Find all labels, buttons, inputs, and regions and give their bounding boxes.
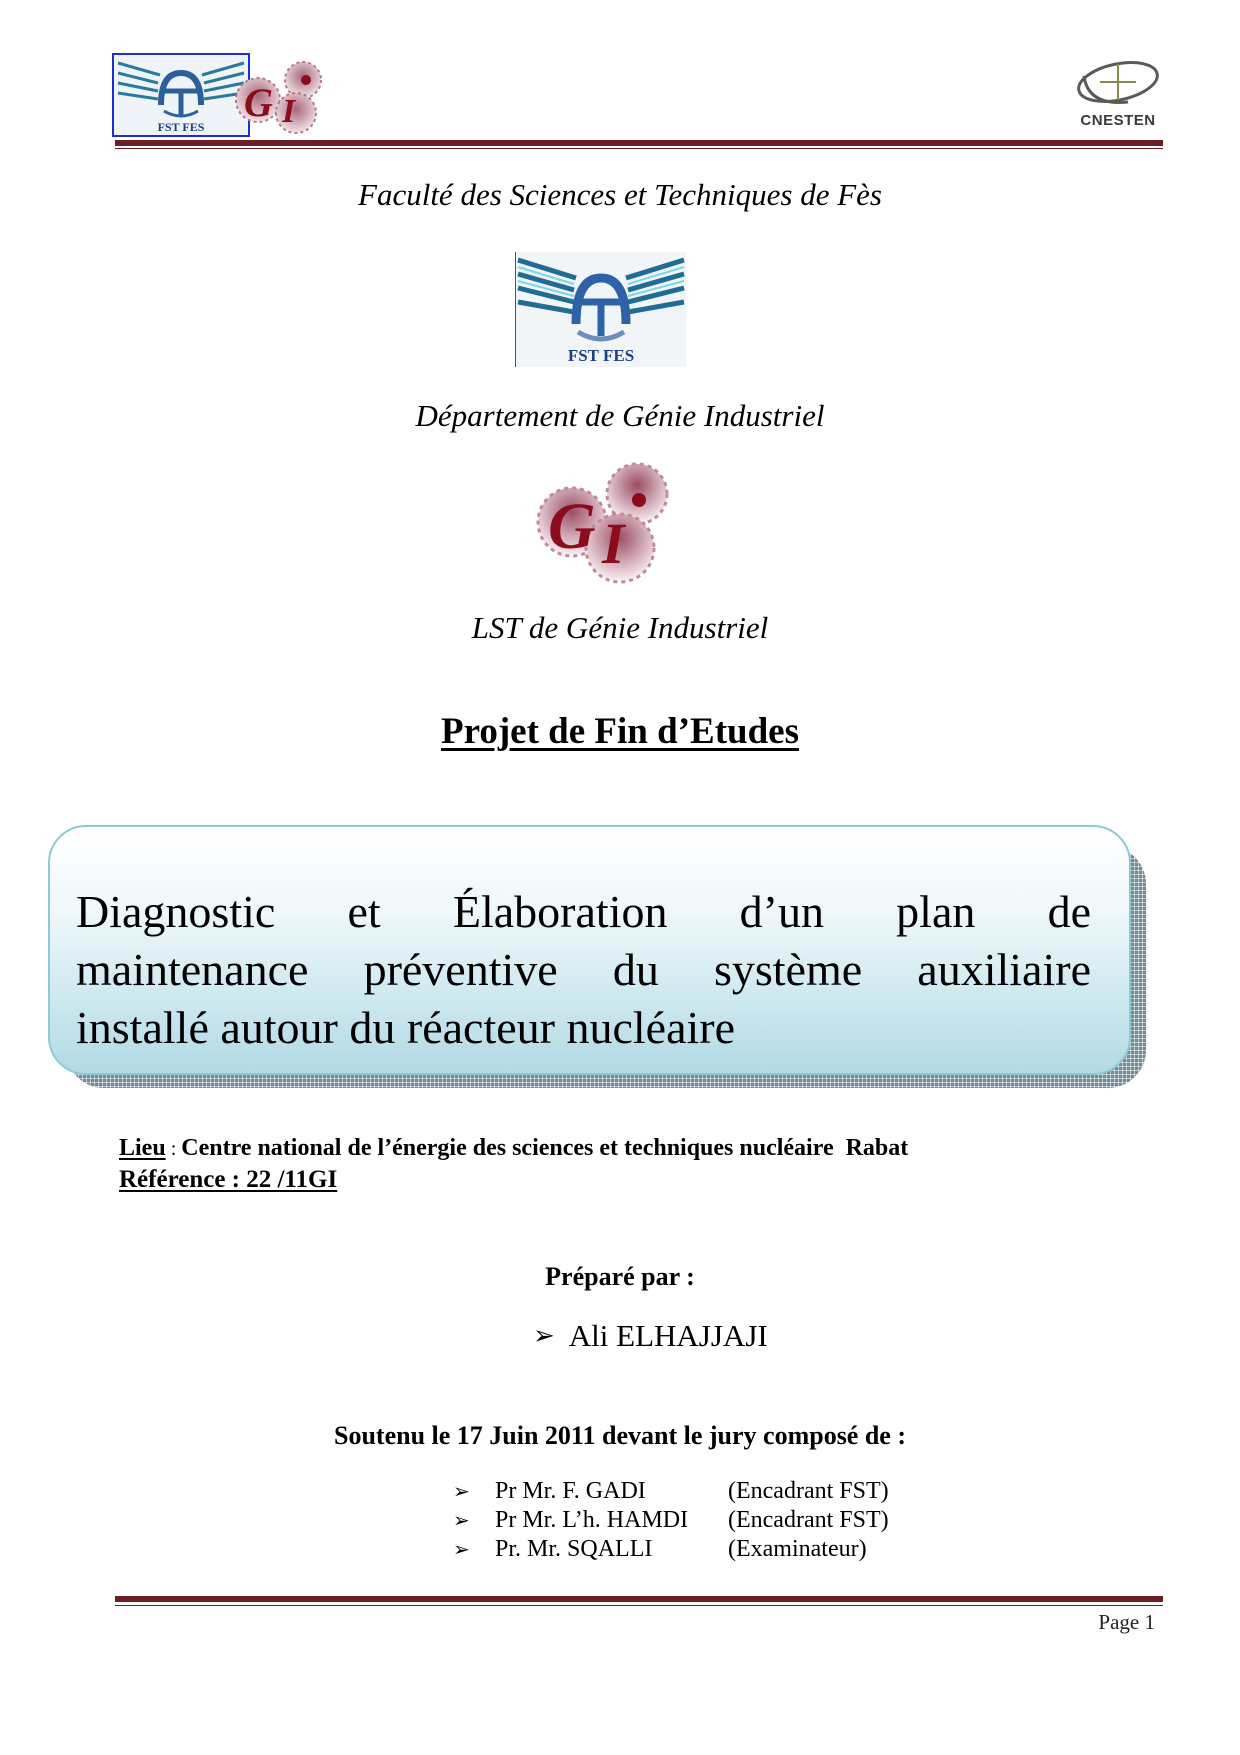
project-title-line-1: Diagnostic et Élaboration d’un plan de — [76, 886, 1091, 937]
fst-fes-emblem-icon — [516, 252, 686, 367]
arrowhead-bullet-icon: ➢ — [453, 1539, 470, 1561]
page-number: Page 1 — [1098, 1610, 1155, 1634]
header-rule-thick — [115, 140, 1163, 146]
fst-fes-logo-large — [515, 252, 686, 367]
location-value: Centre national de l’énergie des sciences et techniques nucléaire Rabat — [181, 1135, 909, 1161]
gi-logo-large — [530, 458, 680, 588]
header-rule-thin — [115, 148, 1163, 149]
reference-line — [119, 1166, 337, 1194]
jury-member — [453, 1506, 889, 1535]
gi-gear-icon — [530, 458, 680, 588]
jury-member-role: (Examinateur) — [728, 1536, 867, 1562]
faculty-name: Faculté des Sciences et Techniques de Fès — [358, 177, 882, 212]
svg-text:I: I — [602, 511, 625, 576]
project-title-line-2: maintenance préventive du système auxiliaire — [76, 944, 1091, 995]
cnesten-orbit-icon — [1068, 56, 1168, 112]
svg-text:FST FES: FST FES — [157, 120, 205, 134]
footer-rule-thick — [115, 1596, 1163, 1602]
project-title — [76, 883, 1091, 1057]
cnesten-label: CNESTEN — [1080, 112, 1156, 129]
svg-text:G: G — [548, 490, 596, 563]
project-title-line-3: installé autour du réacteur nucléaire — [76, 1002, 736, 1053]
jury-member-name: Pr Mr. L’h. HAMDI — [495, 1507, 689, 1533]
gi-logo-small — [228, 58, 338, 138]
author-name: Ali ELHAJJAJI — [568, 1318, 768, 1353]
svg-text:FST FES: FST FES — [567, 346, 635, 365]
reference-label: Référence : 22 /11GI — [119, 1166, 338, 1193]
arrowhead-bullet-icon: ➢ — [533, 1321, 555, 1350]
gi-gear-icon — [228, 58, 338, 138]
prepared-by-label: Préparé par : — [545, 1262, 695, 1291]
svg-text:G: G — [244, 80, 273, 125]
project-title-box — [48, 825, 1131, 1075]
department-name: Département de Génie Industriel — [415, 398, 825, 433]
jury-member — [453, 1535, 889, 1564]
jury-member-role: (Encadrant FST) — [728, 1478, 889, 1504]
program-name: LST de Génie Industriel — [471, 610, 769, 645]
jury-member-name: Pr. Mr. SQALLI — [495, 1536, 653, 1562]
jury-member-role: (Encadrant FST) — [728, 1507, 889, 1533]
project-type-heading: Projet de Fin d’Etudes — [440, 711, 799, 752]
svg-text:I: I — [282, 93, 296, 130]
jury-member-name: Pr Mr. F. GADI — [495, 1478, 646, 1504]
arrowhead-bullet-icon: ➢ — [453, 1510, 470, 1532]
author-item — [533, 1318, 768, 1354]
footer-rule-thin — [115, 1605, 1163, 1606]
location-line — [119, 1135, 908, 1162]
location-separator: : — [165, 1138, 182, 1160]
cnesten-logo — [1068, 56, 1168, 136]
jury-member — [453, 1477, 889, 1506]
defense-statement: Soutenu le 17 Juin 2011 devant le jury composé de : — [333, 1421, 907, 1450]
arrowhead-bullet-icon: ➢ — [453, 1481, 470, 1503]
jury-list — [453, 1477, 889, 1564]
location-label: Lieu — [119, 1135, 166, 1161]
